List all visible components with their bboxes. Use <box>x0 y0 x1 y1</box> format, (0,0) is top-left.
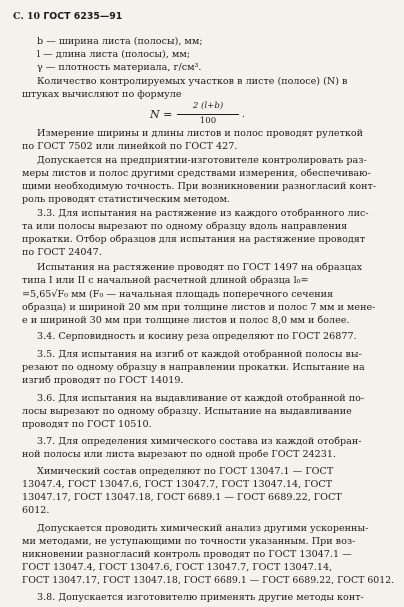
text-line: ГОСТ 13047.4, ГОСТ 13047.6, ГОСТ 13047.7, ГОСТ 13047.14, <box>22 562 333 573</box>
text-line: 6012. <box>22 505 50 516</box>
text-line: по ГОСТ 7502 или линейкой по ГОСТ 427. <box>22 141 238 152</box>
formula-lhs: N = <box>150 108 173 121</box>
text-line: типа I или II с начальной расчетной длиной образца l₀= <box>22 275 309 286</box>
text-line: меры листов и полос другими средствами измерения, обеспечиваю- <box>22 168 371 179</box>
text-line: 13047.4, ГОСТ 13047.6, ГОСТ 13047.7, ГОСТ 13047.14, ГОСТ <box>22 479 333 490</box>
text-line: проводят по ГОСТ 10510. <box>22 419 152 430</box>
text-line: Измерение ширины и длины листов и полос проводят рулеткой <box>37 128 364 139</box>
text-line: b — ширина листа (полосы), мм; <box>37 36 203 47</box>
formula-denominator: 100 <box>199 116 217 126</box>
text-line: =5,65√F₀ мм (F₀ — начальная площадь поперечного сечения <box>22 289 334 300</box>
text-line: 3.5. Для испытания на изгиб от каждой отобранной полосы вы- <box>37 349 362 360</box>
text-line: 13047.17, ГОСТ 13047.18, ГОСТ 6689.1 — ГОСТ 6689.22, ГОСТ <box>22 492 342 503</box>
text-line: Допускается проводить химический анализ другими ускоренны- <box>37 523 369 534</box>
text-line: 3.6. Для испытания на выдавливание от каждой отобранной по- <box>37 393 365 404</box>
text-line: ной полосы или листа вырезают по одной пробе ГОСТ 24231. <box>22 449 337 460</box>
text-line: та или полосы вырезают по одному образцу вдоль направления <box>22 221 348 232</box>
text-line: 3.3. Для испытания на растяжение из каждого отобранного лис- <box>37 208 369 219</box>
text-line: Испытания на растяжение проводят по ГОСТ 1497 на образцах <box>37 262 363 273</box>
text-line: по ГОСТ 24047. <box>22 247 102 258</box>
text-line: 3.4. Серповидность и косину реза определяют по ГОСТ 26877. <box>37 331 357 342</box>
standard-number: ГОСТ 6235—91 <box>43 11 123 22</box>
text-line: γ — плотность материала, г/см³. <box>37 62 202 73</box>
text-line: Химический состав определяют по ГОСТ 13047.1 — ГОСТ <box>37 466 334 477</box>
text-line: ми методами, не уступающими по точности указанным. При воз- <box>22 536 356 547</box>
text-line: Допускается на предприятии-изготовителе контролировать раз- <box>37 155 367 166</box>
page-header <box>13 11 122 23</box>
text-line: роль проводят статистическим методом. <box>22 194 230 205</box>
text-line: ГОСТ 13047.17, ГОСТ 13047.18, ГОСТ 6689.1 — ГОСТ 6689.22, ГОСТ 6012. <box>22 575 395 586</box>
text-line: 3.7. Для определения химического состава из каждой отобран- <box>37 436 362 447</box>
text-line: штуках вычисляют по формуле <box>22 89 182 100</box>
text-line: е и шириной 30 мм при толщине листов и полос 8,0 мм и более. <box>22 315 350 326</box>
text-line: изгиб проводят по ГОСТ 14019. <box>22 375 184 386</box>
text-line: прокатки. Отбор образцов для испытания на растяжение проводят <box>22 234 366 245</box>
text-line: никновении разногласий контроль проводят по ГОСТ 13047.1 — <box>22 549 352 560</box>
text-line: лосы вырезают по одному образцу. Испытание на выдавливание <box>22 406 352 417</box>
text-line: резают по одному образцу в направлении прокатки. Испытание на <box>22 362 365 373</box>
text-line: l — длина листа (полосы), мм; <box>37 49 191 60</box>
text-line: образца) и шириной 20 мм при толщине листов и полос 7 мм и мене- <box>22 302 376 313</box>
formula-numerator: 2 (l+b) <box>192 101 224 111</box>
text-line: щими необходимую точность. При возникновении разногласий конт- <box>22 181 377 192</box>
text-line: 3.8. Допускается изготовителю применять другие методы конт- <box>37 592 364 603</box>
text-line: Количество контролируемых участков в листе (полосе) (N) в <box>37 76 348 87</box>
formula-tail: . <box>242 109 246 120</box>
formula-fraction-bar <box>177 114 239 115</box>
page-number: С. 10 <box>13 11 41 22</box>
